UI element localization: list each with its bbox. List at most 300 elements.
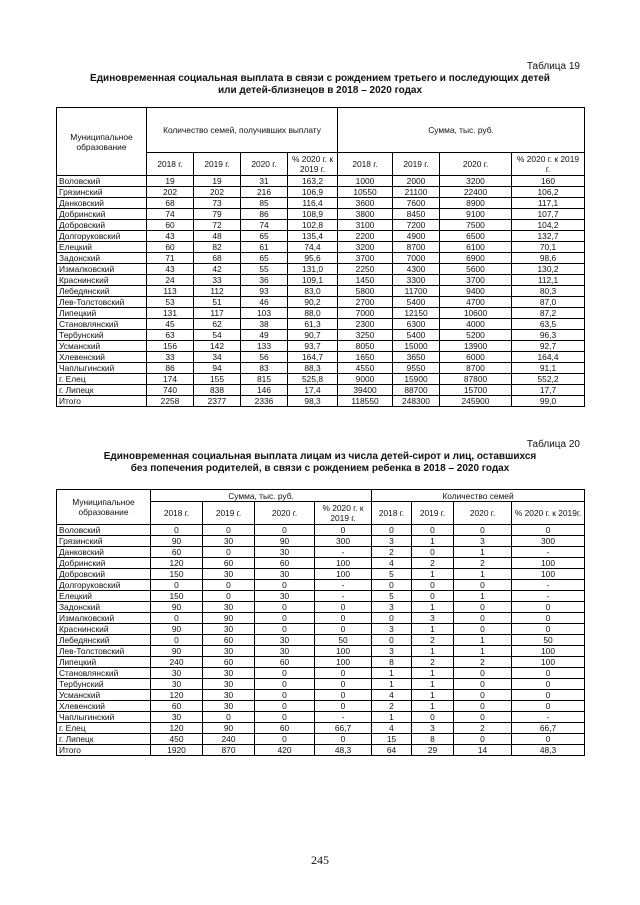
table20-value-cell: 30 xyxy=(203,569,255,580)
table19-value-cell: 45 xyxy=(147,319,194,330)
table19-value-cell: 54 xyxy=(194,330,241,341)
table19-title xyxy=(55,73,585,97)
table19-value-cell: 552,2 xyxy=(512,374,585,385)
table20-value-cell: 48,3 xyxy=(512,745,585,756)
table19-value-cell: 38 xyxy=(241,319,288,330)
table19-value-cell: 15000 xyxy=(393,341,440,352)
table20-value-cell: 30 xyxy=(255,569,315,580)
table20-value-cell: 1 xyxy=(412,701,454,712)
table20-row xyxy=(57,536,585,547)
table20-row xyxy=(57,591,585,602)
table20-value-cell: 0 xyxy=(512,602,585,613)
table20-pct-header: % 2020 г. к 2019г. xyxy=(512,502,585,525)
table19-value-cell: 8050 xyxy=(338,341,393,352)
table20-value-cell: 100 xyxy=(315,657,372,668)
table19-value-cell: 5400 xyxy=(393,297,440,308)
table19-value-cell: 9400 xyxy=(440,286,512,297)
table20-value-cell: 0 xyxy=(454,679,512,690)
table19-value-cell: 61,3 xyxy=(288,319,338,330)
table20-value-cell: 90 xyxy=(151,536,203,547)
table20-municipality-cell: Воловский xyxy=(57,525,151,536)
table19-row xyxy=(57,308,585,319)
table20-value-cell: 4 xyxy=(372,723,412,734)
table20-value-cell: 4 xyxy=(372,558,412,569)
table20-municipality-cell: Измалковский xyxy=(57,613,151,624)
table20-value-cell: 0 xyxy=(412,591,454,602)
table19-value-cell: 7200 xyxy=(393,220,440,231)
table19-value-cell: 2377 xyxy=(194,396,241,407)
table20-year-header: 2020 г. xyxy=(255,502,315,525)
table19-row xyxy=(57,176,585,187)
table20-value-cell: 0 xyxy=(512,525,585,536)
table19-value-cell: 68 xyxy=(147,198,194,209)
table19-value-cell: 7600 xyxy=(393,198,440,209)
table19-value-cell: 88,0 xyxy=(288,308,338,319)
table20-value-cell: 1 xyxy=(454,547,512,558)
table19-row xyxy=(57,374,585,385)
table20-value-cell: 0 xyxy=(203,547,255,558)
table19-municipality-cell: Воловский xyxy=(57,176,147,187)
table19-value-cell: 63 xyxy=(147,330,194,341)
table19-value-cell: 33 xyxy=(147,352,194,363)
table20-row xyxy=(57,668,585,679)
page-number: 245 xyxy=(311,853,329,867)
table19-value-cell: 3650 xyxy=(393,352,440,363)
table20-value-cell: 3 xyxy=(412,613,454,624)
table19-value-cell: 146 xyxy=(241,385,288,396)
table19-row xyxy=(57,330,585,341)
table19-value-cell: 4300 xyxy=(393,264,440,275)
table20-value-cell: 66,7 xyxy=(315,723,372,734)
table20-value-cell: 120 xyxy=(151,558,203,569)
table20-value-cell: 0 xyxy=(255,701,315,712)
table20-value-cell: 0 xyxy=(454,525,512,536)
table19-value-cell: 2700 xyxy=(338,297,393,308)
table19-value-cell: 135,4 xyxy=(288,231,338,242)
table20-municipality-cell: Добринский xyxy=(57,558,151,569)
table19-value-cell: 525,8 xyxy=(288,374,338,385)
table20-municipality-cell: Хлевенский xyxy=(57,701,151,712)
table19-year-header: 2018 г. xyxy=(338,153,393,176)
table20-value-cell: 3 xyxy=(372,602,412,613)
table20-value-cell: 1 xyxy=(412,536,454,547)
table19-value-cell: 48 xyxy=(194,231,241,242)
table20-value-cell: 90 xyxy=(151,646,203,657)
table19-value-cell: 74 xyxy=(147,209,194,220)
table19-municipality-cell: г. Елец xyxy=(57,374,147,385)
table19-value-cell: 68 xyxy=(194,253,241,264)
table20-value-cell: 5 xyxy=(372,569,412,580)
table20-value-cell: 0 xyxy=(315,668,372,679)
table20-municipality-cell: Становлянский xyxy=(57,668,151,679)
table20-municipality-cell: Елецкий xyxy=(57,591,151,602)
table20-value-cell: 30 xyxy=(151,679,203,690)
table20-value-cell: 0 xyxy=(255,734,315,745)
table19-value-cell: 740 xyxy=(147,385,194,396)
table19-value-cell: 5400 xyxy=(393,330,440,341)
table20-value-cell: 1 xyxy=(372,712,412,723)
table20-row xyxy=(57,613,585,624)
table20-value-cell: 0 xyxy=(454,624,512,635)
table19-value-cell: 132,7 xyxy=(512,231,585,242)
table19-value-cell: 49 xyxy=(241,330,288,341)
table19-value-cell: 88,3 xyxy=(288,363,338,374)
table19-value-cell: 94 xyxy=(194,363,241,374)
table20-value-cell: 0 xyxy=(315,679,372,690)
table19-value-cell: 9100 xyxy=(440,209,512,220)
table20-value-cell: 30 xyxy=(203,646,255,657)
table19-value-cell: 85 xyxy=(241,198,288,209)
table20-value-cell: 420 xyxy=(255,745,315,756)
table20-value-cell: 3 xyxy=(372,624,412,635)
table20-value-cell: 29 xyxy=(412,745,454,756)
table19-value-cell: 1000 xyxy=(338,176,393,187)
table20-value-cell: 0 xyxy=(512,690,585,701)
table19-row xyxy=(57,264,585,275)
table19-value-cell: 6900 xyxy=(440,253,512,264)
table20-value-cell: 5 xyxy=(372,591,412,602)
table20-value-cell: 60 xyxy=(203,657,255,668)
table20-value-cell: 0 xyxy=(412,712,454,723)
table19-value-cell: 60 xyxy=(147,242,194,253)
table20-row xyxy=(57,701,585,712)
table20-value-cell: 2 xyxy=(372,701,412,712)
table19-value-cell: 19 xyxy=(147,176,194,187)
table20-value-cell: 2 xyxy=(454,657,512,668)
table19-value-cell: 10550 xyxy=(338,187,393,198)
table19-row xyxy=(57,396,585,407)
table19-value-cell: 2258 xyxy=(147,396,194,407)
table20-value-cell: 3 xyxy=(412,723,454,734)
table19-row xyxy=(57,220,585,231)
table19-value-cell: 102,8 xyxy=(288,220,338,231)
table19-value-cell: 17,7 xyxy=(512,385,585,396)
table19 xyxy=(56,107,585,407)
table20-row xyxy=(57,712,585,723)
table19-value-cell: 3100 xyxy=(338,220,393,231)
table20-value-cell: 100 xyxy=(315,646,372,657)
table19-row xyxy=(57,341,585,352)
table19-value-cell: 19 xyxy=(194,176,241,187)
table19-value-cell: 130,2 xyxy=(512,264,585,275)
table20-value-cell: 240 xyxy=(151,657,203,668)
table20-value-cell: 30 xyxy=(203,701,255,712)
table19-value-cell: 99,0 xyxy=(512,396,585,407)
table20-row xyxy=(57,723,585,734)
table20-value-cell: 2 xyxy=(412,657,454,668)
table19-year-header: 2020 г. xyxy=(241,153,288,176)
table19-value-cell: 8700 xyxy=(393,242,440,253)
table19-pct-header: % 2020 г. к 2019 г. xyxy=(288,153,338,176)
table19-row xyxy=(57,242,585,253)
table20-year-header: 2020 г. xyxy=(454,502,512,525)
table19-year-header: 2020 г. xyxy=(440,153,512,176)
table20-value-cell: 2 xyxy=(372,547,412,558)
table20-municipality-cell: Грязинский xyxy=(57,536,151,547)
table19-value-cell: 15700 xyxy=(440,385,512,396)
table20-municipality-cell: Добровский xyxy=(57,569,151,580)
table19-value-cell: 22400 xyxy=(440,187,512,198)
table20-value-cell: 0 xyxy=(151,613,203,624)
table19-value-cell: 74,4 xyxy=(288,242,338,253)
table19-value-cell: 118550 xyxy=(338,396,393,407)
table19-municipality-cell: Чаплыгинский xyxy=(57,363,147,374)
table20-value-cell: 0 xyxy=(454,613,512,624)
table19-value-cell: 113 xyxy=(147,286,194,297)
table19-value-cell: 108,9 xyxy=(288,209,338,220)
table20-value-cell: - xyxy=(315,580,372,591)
table20-row xyxy=(57,569,585,580)
table19-value-cell: 202 xyxy=(194,187,241,198)
table20-value-cell: 0 xyxy=(151,525,203,536)
table20-year-header: 2018 г. xyxy=(151,502,203,525)
table20-value-cell: 30 xyxy=(255,646,315,657)
table19-value-cell: 5200 xyxy=(440,330,512,341)
table20-value-cell: - xyxy=(512,591,585,602)
table19-municipality-cell: Липецкий xyxy=(57,308,147,319)
table19-value-cell: 80,3 xyxy=(512,286,585,297)
table20-value-cell: 0 xyxy=(454,734,512,745)
table20-value-cell: 0 xyxy=(454,690,512,701)
table19-value-cell: 9550 xyxy=(393,363,440,374)
table20-value-cell: 30 xyxy=(203,602,255,613)
table19-row xyxy=(57,297,585,308)
table20-value-cell: 90 xyxy=(151,602,203,613)
table20-value-cell: 15 xyxy=(372,734,412,745)
table19-value-cell: 87800 xyxy=(440,374,512,385)
table20-value-cell: 0 xyxy=(315,701,372,712)
table20-value-cell: 60 xyxy=(151,547,203,558)
table19-value-cell: 90,7 xyxy=(288,330,338,341)
table19-value-cell: 104,2 xyxy=(512,220,585,231)
table19-value-cell: 6500 xyxy=(440,231,512,242)
table20-title xyxy=(55,451,585,475)
table20-municipality-cell: Лев-Толстовский xyxy=(57,646,151,657)
table19-value-cell: 53 xyxy=(147,297,194,308)
table19-municipality-cell: Задонский xyxy=(57,253,147,264)
table20-value-cell: 300 xyxy=(512,536,585,547)
table19-header-families: Количество семей, получивших выплату xyxy=(147,108,338,153)
table20-row xyxy=(57,745,585,756)
table19-row xyxy=(57,198,585,209)
table20-row xyxy=(57,547,585,558)
table19-value-cell: 43 xyxy=(147,264,194,275)
table20-value-cell: 100 xyxy=(512,569,585,580)
table19-municipality-cell: Лебедянский xyxy=(57,286,147,297)
table19-value-cell: 33 xyxy=(194,275,241,286)
table19-value-cell: 815 xyxy=(241,374,288,385)
table20-value-cell: 150 xyxy=(151,591,203,602)
table20-value-cell: 100 xyxy=(512,657,585,668)
table20-header-sum: Сумма, тыс. руб. xyxy=(151,490,372,502)
table19-value-cell: 98,6 xyxy=(512,253,585,264)
table19-value-cell: 36 xyxy=(241,275,288,286)
table19-value-cell: 3600 xyxy=(338,198,393,209)
table19-value-cell: 3700 xyxy=(440,275,512,286)
table19-value-cell: 73 xyxy=(194,198,241,209)
table19-value-cell: 12150 xyxy=(393,308,440,319)
table19-value-cell: 142 xyxy=(194,341,241,352)
table19-value-cell: 51 xyxy=(194,297,241,308)
table20-value-cell: 2 xyxy=(454,723,512,734)
table20-value-cell: 0 xyxy=(203,580,255,591)
table20-value-cell: 0 xyxy=(454,712,512,723)
table20-value-cell: - xyxy=(512,712,585,723)
table20-municipality-cell: Задонский xyxy=(57,602,151,613)
table19-value-cell: 174 xyxy=(147,374,194,385)
table20-value-cell: 1 xyxy=(372,668,412,679)
table20-value-cell: 0 xyxy=(372,580,412,591)
table19-value-cell: 2000 xyxy=(393,176,440,187)
table20-value-cell: 1 xyxy=(454,635,512,646)
table20-value-cell: 0 xyxy=(315,690,372,701)
table19-value-cell: 13900 xyxy=(440,341,512,352)
table20-label: Таблица 20 xyxy=(526,439,580,450)
table20-value-cell: 2 xyxy=(412,635,454,646)
table19-value-cell: 74 xyxy=(241,220,288,231)
table20-row xyxy=(57,602,585,613)
table20-value-cell: 0 xyxy=(512,734,585,745)
table19-value-cell: 112,1 xyxy=(512,275,585,286)
table19-value-cell: 7000 xyxy=(338,308,393,319)
table19-row xyxy=(57,286,585,297)
table19-value-cell: 156 xyxy=(147,341,194,352)
table20-value-cell: 1 xyxy=(454,591,512,602)
table19-municipality-cell: Краснинский xyxy=(57,275,147,286)
table19-value-cell: 8450 xyxy=(393,209,440,220)
table20-header-families: Количество семей xyxy=(372,490,585,502)
table19-year-header: 2018 г. xyxy=(147,153,194,176)
table19-value-cell: 3250 xyxy=(338,330,393,341)
table19-value-cell: 3700 xyxy=(338,253,393,264)
table19-value-cell: 70,1 xyxy=(512,242,585,253)
table19-row xyxy=(57,319,585,330)
table19-municipality-cell: Становлянский xyxy=(57,319,147,330)
table20-value-cell: - xyxy=(315,591,372,602)
table19-value-cell: 7500 xyxy=(440,220,512,231)
table20-value-cell: 30 xyxy=(203,536,255,547)
table20-value-cell: 0 xyxy=(372,635,412,646)
table19-value-cell: 79 xyxy=(194,209,241,220)
table19-value-cell: 95,6 xyxy=(288,253,338,264)
table19-value-cell: 46 xyxy=(241,297,288,308)
table19-value-cell: 245900 xyxy=(440,396,512,407)
table19-municipality-cell: Измалковский xyxy=(57,264,147,275)
table20-value-cell: 240 xyxy=(203,734,255,745)
table20-municipality-cell: Чаплыгинский xyxy=(57,712,151,723)
table20-title-line1: Единовременная социальная выплата лицам из числа детей-сирот и лиц, оставшихся xyxy=(103,451,537,462)
table19-value-cell: 86 xyxy=(241,209,288,220)
table19-row xyxy=(57,187,585,198)
table20-municipality-cell: Липецкий xyxy=(57,657,151,668)
table19-year-header: 2019 г. xyxy=(393,153,440,176)
table19-municipality-cell: Усманский xyxy=(57,341,147,352)
table19-value-cell: 106,9 xyxy=(288,187,338,198)
table20-row xyxy=(57,734,585,745)
table19-row xyxy=(57,231,585,242)
table19-municipality-cell: Добровский xyxy=(57,220,147,231)
table20-value-cell: 60 xyxy=(255,723,315,734)
table20-value-cell: 0 xyxy=(255,602,315,613)
table19-value-cell: 98,3 xyxy=(288,396,338,407)
table20-municipality-cell: Лебедянский xyxy=(57,635,151,646)
table19-title-line1: Единовременная социальная выплата в связи с рождением третьего и последующих детей xyxy=(90,73,550,84)
table19-value-cell: 93,7 xyxy=(288,341,338,352)
table20-value-cell: 3 xyxy=(454,536,512,547)
table20-value-cell: 100 xyxy=(512,646,585,657)
table20-value-cell: 0 xyxy=(203,525,255,536)
table19-value-cell: 65 xyxy=(241,253,288,264)
table19-value-cell: 96,3 xyxy=(512,330,585,341)
table19-year-header: 2019 г. xyxy=(194,153,241,176)
table19-value-cell: 8900 xyxy=(440,198,512,209)
table19-value-cell: 72 xyxy=(194,220,241,231)
table19-value-cell: 82 xyxy=(194,242,241,253)
table19-value-cell: 164,7 xyxy=(288,352,338,363)
table20-value-cell: 0 xyxy=(512,668,585,679)
table20-value-cell: - xyxy=(315,712,372,723)
table20-title-line2: без попечения родителей, в связи с рождением ребенка в 2018 – 2020 годах xyxy=(130,463,510,474)
table19-municipality-cell: Хлевенский xyxy=(57,352,147,363)
table19-value-cell: 2336 xyxy=(241,396,288,407)
table19-value-cell: 91,1 xyxy=(512,363,585,374)
table20-value-cell: 100 xyxy=(315,569,372,580)
table19-value-cell: 6100 xyxy=(440,242,512,253)
table19-value-cell: 112 xyxy=(194,286,241,297)
table20-value-cell: 0 xyxy=(512,679,585,690)
table20-value-cell: 30 xyxy=(255,547,315,558)
table20-row xyxy=(57,558,585,569)
table19-value-cell: 116,4 xyxy=(288,198,338,209)
table19-header-sum: Сумма, тыс. руб. xyxy=(338,108,585,153)
table20-value-cell: 0 xyxy=(255,624,315,635)
table20-value-cell: 0 xyxy=(255,712,315,723)
table19-value-cell: 107,7 xyxy=(512,209,585,220)
table20-value-cell: 0 xyxy=(315,613,372,624)
table19-value-cell: 133 xyxy=(241,341,288,352)
table20-value-cell: 30 xyxy=(203,690,255,701)
table20-value-cell: 1920 xyxy=(151,745,203,756)
table20-value-cell: 1 xyxy=(372,679,412,690)
table20-value-cell: 0 xyxy=(315,734,372,745)
table19-value-cell: 109,1 xyxy=(288,275,338,286)
table19-value-cell: 3300 xyxy=(393,275,440,286)
table20-value-cell: 1 xyxy=(454,569,512,580)
table19-value-cell: 61 xyxy=(241,242,288,253)
table20-municipality-cell: Долгоруковский xyxy=(57,580,151,591)
table19-value-cell: 1650 xyxy=(338,352,393,363)
table20-value-cell: 0 xyxy=(255,525,315,536)
table20-value-cell: 870 xyxy=(203,745,255,756)
table20-value-cell: 60 xyxy=(151,701,203,712)
table19-value-cell: 83,0 xyxy=(288,286,338,297)
table19-value-cell: 92,7 xyxy=(512,341,585,352)
table19-label: Таблица 19 xyxy=(526,61,580,72)
table19-value-cell: 117,1 xyxy=(512,198,585,209)
table19-title-line2: или детей-близнецов в 2018 – 2020 годах xyxy=(217,85,423,96)
table19-value-cell: 1450 xyxy=(338,275,393,286)
table20-value-cell: 3 xyxy=(372,536,412,547)
table20-value-cell: 0 xyxy=(255,679,315,690)
table20-value-cell: 0 xyxy=(412,547,454,558)
table20-value-cell: 50 xyxy=(315,635,372,646)
table20-municipality-cell: Тербунский xyxy=(57,679,151,690)
table19-value-cell: 87,0 xyxy=(512,297,585,308)
table20-value-cell: 1 xyxy=(412,690,454,701)
table20-value-cell: 0 xyxy=(372,613,412,624)
table20-row xyxy=(57,624,585,635)
table20-value-cell: 90 xyxy=(255,536,315,547)
